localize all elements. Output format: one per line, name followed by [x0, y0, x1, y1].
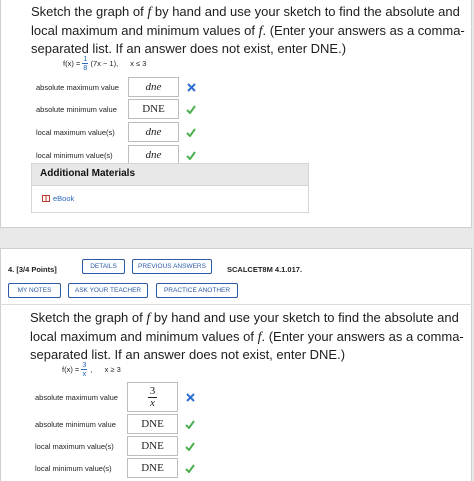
question-3-prompt: Sketch the graph of f by hand and use your sketch to find the absolute and local maximum and minimum values of f. (Enter your answers as a comma-separated list. If an answer does not exist, enter DNE.): [31, 4, 465, 56]
q3-local-maximum-row: local maximum value(s) dne: [36, 122, 197, 142]
correct-check-icon: [185, 149, 197, 161]
q3-absolute-minimum-row: absolute minimum value DNE: [36, 99, 197, 119]
incorrect-x-icon: [184, 391, 196, 403]
q3-local-minimum-input[interactable]: dne: [128, 145, 179, 165]
q4-absolute-maximum-input[interactable]: 3 x: [127, 382, 178, 412]
question-3-card: [0, 0, 472, 228]
my-notes-button[interactable]: MY NOTES: [8, 283, 61, 298]
correct-check-icon: [184, 462, 196, 474]
ebook-link[interactable]: eBook: [42, 194, 74, 203]
details-button[interactable]: DETAILS: [82, 259, 125, 274]
q3-local-minimum-row: local minimum value(s) dne: [36, 145, 197, 165]
q4-absolute-minimum-row: absolute minimum value DNE: [35, 414, 196, 434]
q4-local-minimum-input[interactable]: DNE: [127, 458, 178, 478]
previous-answers-button[interactable]: PREVIOUS ANSWERS: [132, 259, 212, 274]
correct-check-icon: [185, 103, 197, 115]
incorrect-x-icon: [185, 81, 197, 93]
question-4-function: f(x) = $\frac{3}{x}$ , x ≥ 3: [62, 360, 121, 378]
question-4-prompt: Sketch the graph of f by hand and use your sketch to find the absolute and local maximum and minimum values of f. (Enter your answers as a comma-separated list. If an answer does not exist, enter DNE.): [30, 310, 464, 362]
correct-check-icon: [184, 440, 196, 452]
q4-local-minimum-row: local minimum value(s) DNE: [35, 458, 196, 478]
q3-absolute-minimum-input[interactable]: DNE: [128, 99, 179, 119]
q3-absolute-maximum-input[interactable]: dne: [128, 77, 179, 97]
correct-check-icon: [184, 418, 196, 430]
q4-local-maximum-row: local maximum value(s) DNE: [35, 436, 196, 456]
ask-your-teacher-button[interactable]: ASK YOUR TEACHER: [68, 283, 148, 298]
practice-another-button[interactable]: PRACTICE ANOTHER: [156, 283, 238, 298]
q4-absolute-maximum-row: absolute maximum value 3 x: [35, 382, 196, 412]
additional-materials-panel: [31, 163, 309, 213]
q4-absolute-minimum-input[interactable]: DNE: [127, 414, 178, 434]
divider: [0, 304, 472, 305]
question-number: 4. [3/4 Points]: [8, 265, 57, 274]
additional-materials-title: Additional Materials: [32, 164, 308, 186]
q3-absolute-maximum-row: absolute maximum value dne: [36, 77, 197, 97]
correct-check-icon: [185, 126, 197, 138]
q4-local-maximum-input[interactable]: DNE: [127, 436, 178, 456]
ebook-icon: [42, 195, 50, 202]
q3-local-maximum-input[interactable]: dne: [128, 122, 179, 142]
problem-code: SCALCET8M 4.1.017.: [227, 265, 303, 274]
question-3-function: f(x) = $\frac{1}{8}$ (7x − 1), x ≤ 3: [63, 54, 147, 72]
